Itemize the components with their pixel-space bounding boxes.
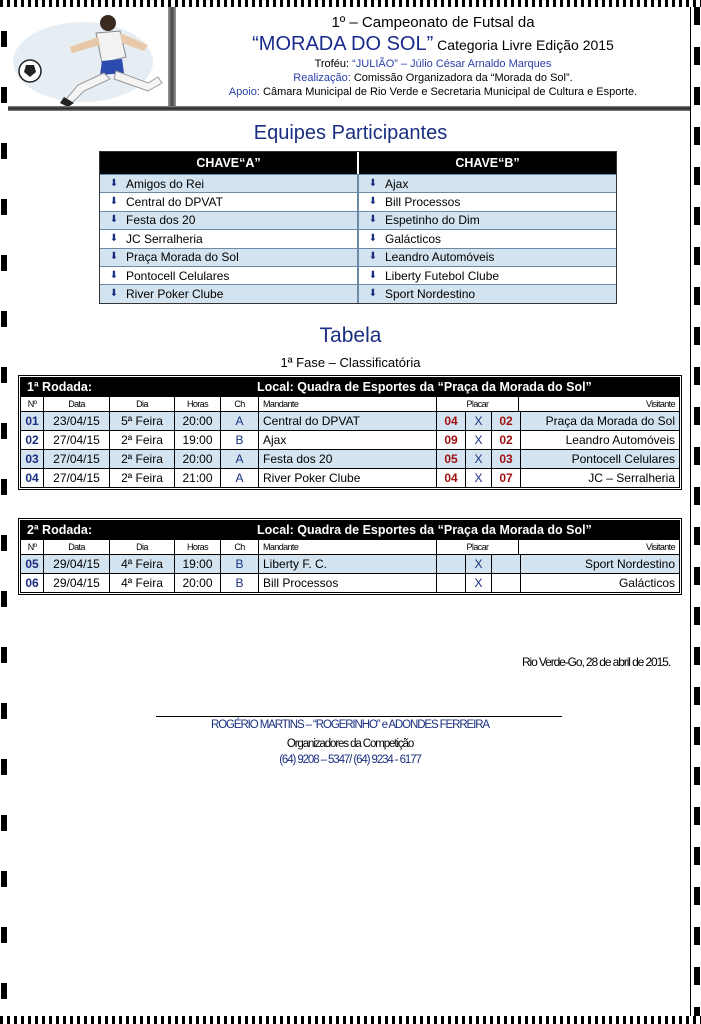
rodada2-label: 2ª Rodada:: [27, 523, 93, 537]
team-name: Amigos do Rei: [126, 176, 205, 191]
versus-mark: X: [466, 431, 492, 450]
arrow-down-icon: ⬇: [109, 196, 119, 208]
match-row: [21, 555, 679, 574]
teams-row: [100, 266, 616, 284]
match-date: 29/04/15: [44, 574, 110, 592]
match-number: 02: [21, 431, 44, 450]
home-score: [437, 574, 466, 592]
away-score: 02: [492, 412, 521, 431]
team-cell-chave-b: [359, 174, 616, 192]
team-name: Ajax: [385, 176, 409, 191]
match-weekday: 5ª Feira: [110, 412, 175, 431]
team-name: Sport Nordestino: [385, 287, 476, 302]
teams-row: [100, 284, 616, 302]
header-line1: 1º – Campeonato de Futsal da: [331, 14, 535, 31]
realizacao-value: Comissão Organizadora da “Morada do Sol”.: [353, 72, 573, 84]
match-group: B: [221, 555, 259, 574]
phones: (64) 9208 – 5347/ (64) 9234 - 6177: [279, 754, 421, 766]
chave-b-header: CHAVE“B”: [455, 156, 520, 170]
team-name: Festa dos 20: [126, 213, 196, 228]
match-weekday: 2ª Feira: [110, 450, 175, 469]
team-cell-chave-a: [100, 284, 359, 302]
match-time: 19:00: [175, 431, 221, 450]
rodada1-table: [18, 375, 682, 490]
away-score: 03: [492, 450, 521, 469]
match-weekday: 4ª Feira: [110, 555, 175, 574]
team-name: River Poker Clube: [126, 287, 224, 302]
header-text: [178, 7, 688, 98]
rodada1-label: 1ª Rodada:: [27, 380, 93, 394]
arrow-down-icon: ⬇: [109, 177, 119, 189]
teams-header: [100, 152, 616, 174]
team-name: Galácticos: [385, 231, 442, 246]
col-numero: Nº: [21, 397, 44, 412]
tabela-title: Tabela: [319, 324, 382, 347]
teams-table: [99, 151, 617, 304]
versus-mark: X: [466, 469, 492, 487]
match-group: B: [221, 574, 259, 592]
col-visitante: Visitante: [519, 540, 679, 555]
col-data: Data: [44, 397, 110, 412]
match-weekday: 4ª Feira: [110, 574, 175, 592]
home-team: Bill Processos: [259, 574, 437, 592]
team-name: Praça Morada do Sol: [126, 250, 239, 265]
rodada1-local: Local: Quadra de Esportes da “Praça da Morada do Sol”: [257, 380, 592, 394]
col-data: Data: [44, 540, 110, 555]
match-date: 27/04/15: [44, 450, 110, 469]
team-cell-chave-a: [100, 174, 359, 192]
home-team: Ajax: [259, 431, 437, 450]
arrow-down-icon: ⬇: [109, 251, 119, 263]
away-score: [492, 555, 521, 574]
arrow-down-icon: ⬇: [368, 177, 378, 189]
match-group: A: [221, 469, 259, 487]
versus-mark: X: [466, 412, 492, 431]
match-date: 27/04/15: [44, 469, 110, 487]
home-team: Central do DPVAT: [259, 412, 437, 431]
header-trophy: [178, 58, 688, 70]
away-team: Leandro Automóveis: [521, 431, 679, 450]
header-apoio: [178, 86, 688, 98]
home-score: 05: [437, 450, 466, 469]
arrow-down-icon: ⬇: [368, 196, 378, 208]
header-rule: [8, 106, 690, 111]
page-border-bottom: [0, 1016, 701, 1024]
rodada2-local: Local: Quadra de Esportes da “Praça da Morada do Sol”: [257, 523, 592, 537]
match-row: [21, 574, 679, 592]
col-mandante: Mandante: [259, 540, 437, 555]
home-score: 09: [437, 431, 466, 450]
match-time: 21:00: [175, 469, 221, 487]
arrow-down-icon: ⬇: [368, 232, 378, 244]
match-group: B: [221, 431, 259, 450]
home-team: River Poker Clube: [259, 469, 437, 487]
team-cell-chave-b: [359, 266, 616, 284]
teams-row: [100, 248, 616, 266]
arrow-down-icon: ⬇: [368, 214, 378, 226]
away-score: 07: [492, 469, 521, 487]
team-cell-chave-b: [359, 211, 616, 229]
match-number: 06: [21, 574, 44, 592]
realizacao-label: Realização:: [293, 72, 351, 84]
signatories: ROGÉRIO MARTINS – “ROGERINHO” e ADONDES FERREIRA: [211, 719, 489, 731]
away-team: JC – Serralheria: [588, 471, 675, 485]
match-group: A: [221, 412, 259, 431]
versus-mark: X: [466, 574, 492, 592]
away-team: Galácticos: [618, 576, 675, 590]
match-date: 23/04/15: [44, 412, 110, 431]
team-cell-chave-a: [100, 192, 359, 210]
match-row: [21, 450, 679, 469]
futsal-player-logo: [8, 7, 168, 107]
team-name: Pontocell Celulares: [126, 268, 230, 283]
page-border-line: [690, 7, 691, 1016]
team-name: Leandro Automóveis: [385, 250, 495, 265]
place-date: Rio Verde-Go, 28 de abril de 2015.: [521, 655, 670, 669]
team-cell-chave-b: [359, 248, 616, 266]
home-team: Liberty F. C.: [259, 555, 437, 574]
arrow-down-icon: ⬇: [109, 269, 119, 281]
trophy-label: Troféu:: [314, 58, 350, 70]
match-row: [21, 431, 679, 450]
col-placar: Placar: [437, 397, 519, 412]
match-time: 20:00: [175, 412, 221, 431]
team-cell-chave-b: [359, 284, 616, 302]
away-score: 02: [492, 431, 521, 450]
team-cell-chave-a: [100, 211, 359, 229]
rodada1-column-headers: [21, 397, 679, 412]
match-group: A: [221, 450, 259, 469]
col-horas: Horas: [175, 540, 221, 555]
team-name: Central do DPVAT: [126, 195, 223, 210]
team-cell-chave-a: [100, 266, 359, 284]
match-number: 04: [21, 469, 44, 487]
team-cell-chave-a: [100, 248, 359, 266]
team-name: Liberty Futebol Clube: [385, 268, 500, 283]
match-weekday: 2ª Feira: [110, 469, 175, 487]
page-border-right: [694, 7, 700, 1016]
home-team: Festa dos 20: [259, 450, 437, 469]
col-numero: Nº: [21, 540, 44, 555]
team-cell-chave-b: [359, 192, 616, 210]
away-team: Sport Nordestino: [521, 555, 679, 574]
match-row: [21, 469, 679, 487]
col-dia: Dia: [110, 397, 175, 412]
match-weekday: 2ª Feira: [110, 431, 175, 450]
versus-mark: X: [466, 555, 492, 574]
team-cell-chave-a: [100, 229, 359, 247]
away-team: Praça da Morada do Sol: [521, 412, 679, 431]
team-name: Bill Processos: [385, 195, 461, 210]
rodada1-header: [21, 378, 679, 397]
match-number: 03: [21, 450, 44, 469]
apoio-label: Apoio:: [228, 86, 260, 98]
col-visitante: Visitante: [519, 397, 679, 412]
col-chave: Ch: [221, 397, 259, 412]
col-mandante: Mandante: [259, 397, 437, 412]
col-dia: Dia: [110, 540, 175, 555]
col-chave: Ch: [221, 540, 259, 555]
arrow-down-icon: ⬇: [109, 232, 119, 244]
arrow-down-icon: ⬇: [368, 251, 378, 263]
header-title-big: “MORADA DO SOL”: [252, 33, 434, 55]
away-score: [492, 574, 521, 592]
team-name: Espetinho do Dim: [385, 213, 480, 228]
header-title-rest: Categoria Livre Edição 2015: [433, 37, 614, 53]
apoio-value: Câmara Municipal de Rio Verde e Secretaria Municipal de Cultura e Esporte.: [263, 86, 638, 98]
versus-mark: X: [466, 450, 492, 469]
tabela-subtitle: 1ª Fase – Classificatória: [280, 355, 421, 370]
header-title: [178, 33, 688, 56]
teams-title: Equipes Participantes: [253, 122, 448, 144]
teams-row: [100, 174, 616, 192]
match-number: 05: [21, 555, 44, 574]
arrow-down-icon: ⬇: [368, 288, 378, 300]
arrow-down-icon: ⬇: [109, 214, 119, 226]
teams-row: [100, 192, 616, 210]
rodada2-table: [18, 518, 682, 595]
arrow-down-icon: ⬇: [368, 269, 378, 281]
team-cell-chave-b: [359, 229, 616, 247]
col-placar: Placar: [437, 540, 519, 555]
teams-row: [100, 229, 616, 247]
organizers-role: Organizadores da Competição: [286, 738, 414, 750]
page-border-left: [1, 7, 7, 1016]
document-header: [8, 7, 690, 107]
header-realizacao: [178, 72, 688, 84]
rodada2-header: [21, 521, 679, 540]
signature-line: [156, 716, 562, 717]
away-team: Pontocell Celulares: [521, 450, 679, 469]
header-separator: [168, 7, 176, 107]
match-row: [21, 412, 679, 431]
teams-row: [100, 211, 616, 229]
team-name: JC Serralheria: [126, 231, 203, 246]
home-score: 04: [437, 412, 466, 431]
match-time: 20:00: [175, 574, 221, 592]
match-number: 01: [21, 412, 44, 431]
match-date: 29/04/15: [44, 555, 110, 574]
home-score: [437, 555, 466, 574]
chave-a-header: CHAVE“A”: [100, 152, 359, 174]
rodada2-column-headers: [21, 540, 679, 555]
trophy-value: “JULIÃO” – Júlio César Arnaldo Marques: [352, 58, 552, 70]
home-score: 04: [437, 469, 466, 487]
match-time: 20:00: [175, 450, 221, 469]
col-horas: Horas: [175, 397, 221, 412]
match-time: 19:00: [175, 555, 221, 574]
page-border-top: [0, 0, 701, 7]
match-date: 27/04/15: [44, 431, 110, 450]
arrow-down-icon: ⬇: [109, 288, 119, 300]
